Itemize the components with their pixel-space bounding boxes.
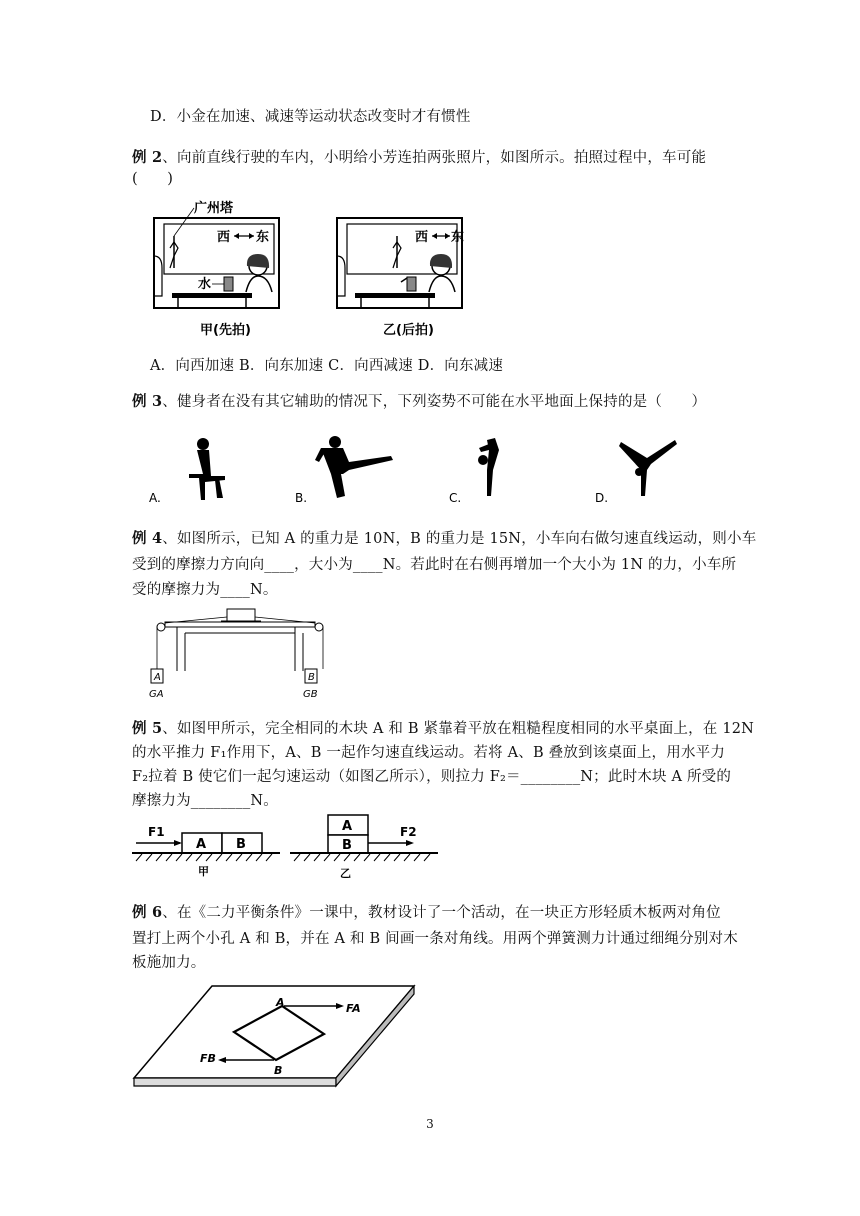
force-f1-label: F1 — [148, 825, 165, 839]
caption-a: 甲(先拍) — [200, 323, 251, 338]
pose-d — [595, 440, 677, 505]
example-4-line-2: 受到的摩擦力方向向____，大小为____N。若此时在右侧再增加一个大小为 1N 的力，小车所 — [132, 557, 737, 573]
block-a-jia: A — [196, 837, 207, 852]
option-d: D．小金在加速、减速等运动状态改变时才有惯性 — [150, 109, 471, 125]
example-5-label: 例 5 — [132, 720, 163, 737]
example-2-text: 、向前直线行驶的车内，小明给小芳连拍两张照片，如图所示。拍照过程中，车可能 — [162, 150, 707, 166]
figure-board-forces — [130, 980, 420, 1095]
east-label-a: 东 — [256, 230, 270, 245]
east-label-b: 东 — [451, 230, 465, 245]
pose-c-label: C. — [449, 491, 462, 505]
caption-b: 乙(后拍) — [383, 323, 434, 338]
example-5-line-1 — [132, 717, 754, 738]
example-2-label: 例 2 — [132, 149, 163, 166]
example-3-line — [132, 390, 706, 411]
block-a-yi: A — [342, 819, 353, 834]
tower-label: 广州塔 — [194, 201, 234, 216]
example-5-line-3: F₂拉着 B 使它们一起匀速运动（如图乙所示），则拉力 F₂＝________N；此时木块 A 所受的 — [132, 769, 732, 785]
page-number: 3 — [426, 1117, 434, 1131]
force-fa-label: FA — [346, 1002, 361, 1015]
west-label-a: 西 — [217, 230, 231, 245]
example-5-line-4: 摩擦力为________N。 — [132, 793, 278, 809]
example-6-label: 例 6 — [132, 904, 163, 921]
diagram-yi — [290, 815, 438, 880]
weight-b-label: GB — [303, 689, 318, 700]
photo-panel-a — [154, 200, 279, 338]
weight-a-label: GA — [149, 689, 164, 700]
block-b-yi: B — [342, 838, 352, 853]
pose-b-label: B. — [295, 491, 308, 505]
pose-a — [149, 438, 225, 505]
block-b-label: B — [308, 672, 315, 683]
example-6-text-1: 、在《二力平衡条件》一课中，教材设计了一个活动，在一块正方形轻质木板两对角位 — [162, 905, 721, 921]
example-2-line-1 — [132, 146, 706, 167]
photo-panel-b — [337, 218, 464, 338]
example-2-options: A．向西加速 B．向东加速 C．向西减速 D．向东减速 — [150, 358, 504, 374]
example-4-label: 例 4 — [132, 530, 163, 547]
water-label: 水 — [198, 277, 212, 292]
example-3-text: 、健身者在没有其它辅助的情况下，下列姿势不可能在水平地面上保持的是（ ） — [162, 394, 707, 410]
pose-a-label: A. — [149, 491, 161, 505]
pose-b — [295, 436, 393, 505]
force-f2-label: F2 — [400, 825, 417, 839]
diagram-jia — [132, 825, 280, 878]
label-yi: 乙 — [340, 867, 351, 880]
figure-car-photos — [150, 196, 470, 338]
figure-poses — [145, 430, 705, 508]
pose-d-label: D. — [595, 491, 609, 505]
example-6-line-3: 板施加力。 — [132, 955, 206, 971]
west-label-b: 西 — [415, 230, 429, 245]
example-5-line-2: 的水平推力 F₁作用下，A、B 一起作匀速直线运动。若将 A、B 叠放到该桌面上，用水平力 — [132, 745, 726, 761]
force-fb-label: FB — [200, 1052, 216, 1065]
figure-cart-table — [145, 605, 335, 701]
block-a-label: A — [154, 672, 161, 683]
block-b-jia: B — [236, 837, 246, 852]
example-6-line-1 — [132, 901, 721, 922]
label-jia: 甲 — [198, 865, 209, 878]
example-2-paren: ( ) — [132, 171, 174, 187]
pose-c — [449, 438, 499, 505]
point-b-label: B — [274, 1064, 283, 1077]
example-4-line-1 — [132, 527, 756, 548]
example-3-label: 例 3 — [132, 393, 163, 410]
point-a-label: A — [276, 996, 285, 1009]
example-6-line-2: 置打上两个小孔 A 和 B，并在 A 和 B 间画一条对角线。用两个弹簧测力计通过细绳分别对木 — [132, 931, 738, 947]
example-4-text-1: 、如图所示，已知 A 的重力是 10N，B 的重力是 15N，小车向右做匀速直线运动，则小车 — [162, 531, 757, 547]
example-5-text-1: 、如图甲所示，完全相同的木块 A 和 B 紧靠着平放在粗糙程度相同的水平桌面上，在 12N — [162, 721, 755, 737]
figure-blocks-ab — [130, 813, 440, 883]
example-4-line-3: 受的摩擦力为____N。 — [132, 582, 278, 598]
